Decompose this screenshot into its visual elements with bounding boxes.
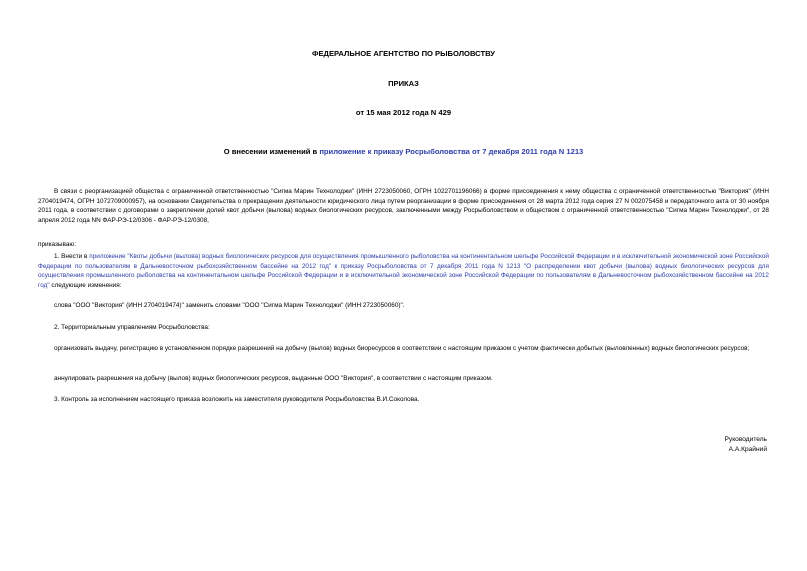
signatory-name: А.А.Крайний xyxy=(728,445,767,453)
item-2b-paragraph: аннулировать разрешения на добычу (вылов) водных биологических ресурсов, выданные ООО "Виктория", в соответствии с настоящим приказом. xyxy=(54,375,493,382)
agency-heading: ФЕДЕРАЛЬНОЕ АГЕНТСТВО ПО РЫБОЛОВСТВУ xyxy=(312,49,495,58)
item-1-suffix: следующие изменения: xyxy=(49,281,122,289)
title-prefix: О внесении изменений в xyxy=(223,147,320,156)
item-1-prefix: 1. Внести в xyxy=(54,253,90,260)
document-title xyxy=(0,147,807,156)
orders-paragraph: приказываю: xyxy=(38,241,76,248)
item-1-change-paragraph: слова "ООО "Виктория" (ИНН 2704019474)" заменить словами "ООО "Сигма Марин Технолоджи" (ИНН 2723050060)". xyxy=(54,302,405,309)
doc-date: от 15 мая 2012 года N 429 xyxy=(355,108,452,117)
item-1-link[interactable]: приложение "Квоты добычи (вылова) водных биологических ресурсов для осуществления промышленного рыболовства на континентальном шельфе Российской Федерации и в исключительной экономической зоне Российской Федерации по пользователям в Дальневосточном рыбохозяйственном бассейне на 2012 год" к приказу Росрыболовства от 7 декабря 2011 года N 1213 "О распределении квот добычи (вылова) водных биологических ресурсов для осуществления промышленного рыболовства на континентальном шельфе Российской Федерации и в исключительной экономической зоне Российской Федерации по пользователям в Дальневосточном рыбохозяйственном бассейне на 2012 год" xyxy=(38,253,769,289)
item-2-paragraph: 2. Территориальным управлениям Росрыболовства: xyxy=(54,324,210,331)
signatory-position: Руководитель xyxy=(724,436,767,443)
item-2a-paragraph: организовать выдачу, регистрацию в установленном порядке разрешений на добычу (вылов) водных биоресурсов в соответствии с настоящим приказом с учетом фактически добытых (выловленных) водных биологических ресурсов; xyxy=(54,345,750,352)
preamble-paragraph: В связи с реорганизацией общества с ограниченной ответственностью "Сигма Марин Технолоджи" (ИНН 2723050060, ОГРН 1022701196066) в форме присоединения к нему общества с ограниченной ответственностью "Виктория" (ИНН 2704019474, ОГРН 1072709000957), на основании Свидетельства о прекращении деятельности юридического лица путем реорганизации в форме присоединения от 28 марта 2012 года серия 27 N 002075458 и передаточного акта от 30 ноября 2011 года, в соответствии с договорами о закреплении долей квот добычи (вылова) водных биологических ресурсов, заключенными между Росрыболовством и обществом с ограниченной ответственностью "Сигма Марин Технолоджи", от 28 апреля 2012 года NN ФАР-РЭ-12/0306 - ФАР-РЭ-12/0308, xyxy=(38,188,769,224)
item-3-paragraph: 3. Контроль за исполнением настоящего приказа возложить на заместителя руководителя Росрыболовства В.И.Соколова. xyxy=(54,396,420,403)
item-1-paragraph xyxy=(38,252,769,290)
title-link[interactable]: приложение к приказу Росрыболовства от 7 декабря 2011 года N 1213 xyxy=(319,147,584,156)
doc-type-heading: ПРИКАЗ xyxy=(388,79,419,88)
signature-block xyxy=(725,435,767,454)
